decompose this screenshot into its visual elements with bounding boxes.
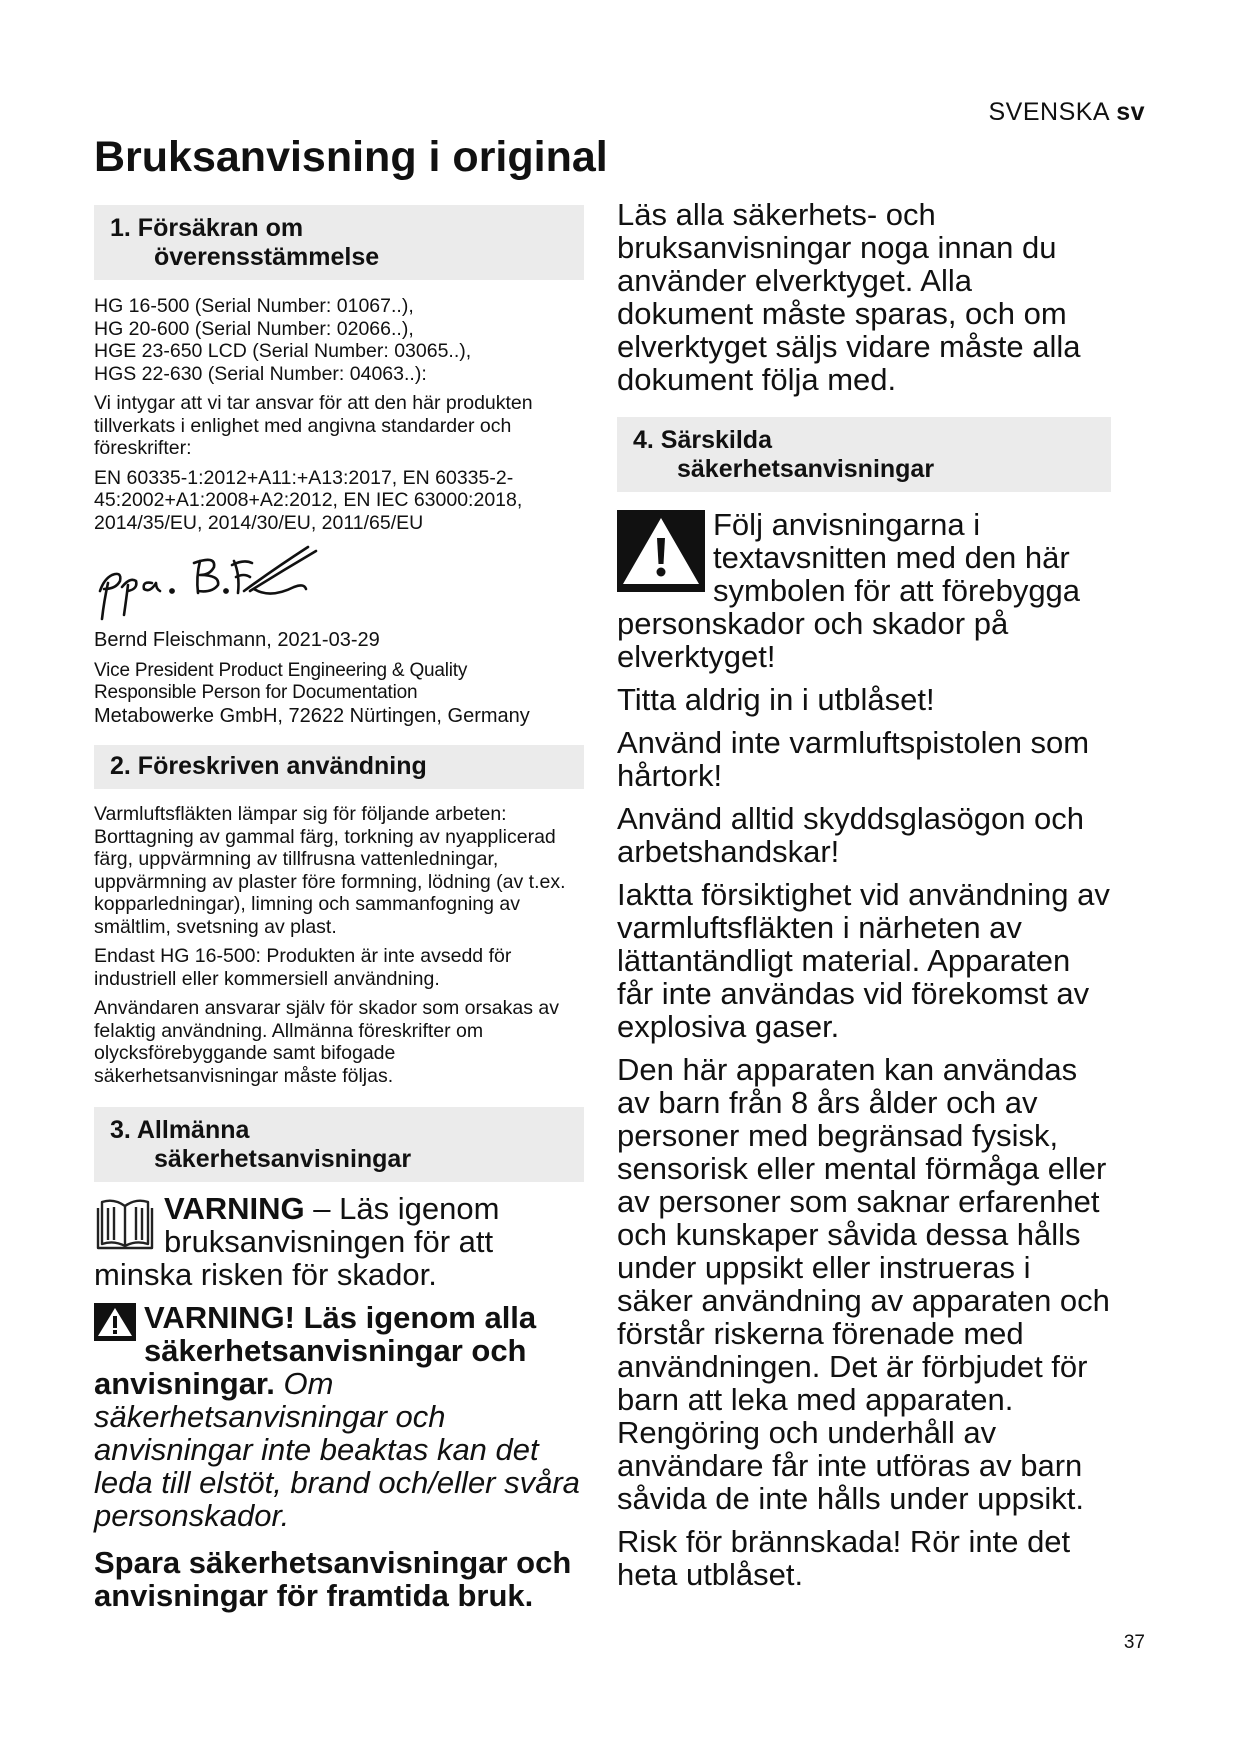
signatory-role [94,660,584,728]
warning-label: VARNING [164,1191,305,1226]
save-instructions-note: Spara säkerhetsanvisningar och anvisningar för framtida bruk. [94,1545,572,1613]
section-3-heading-line2: säkerhetsanvisningar [154,1145,412,1173]
section-3-heading [94,1107,584,1182]
warning-triangle-icon [617,510,705,592]
section-2-heading [94,745,584,789]
signature-drawing [94,539,354,629]
safety-instruction: Titta aldrig in i utblåset! [617,682,935,717]
section-1-heading-line2: överensstämmelse [154,243,380,271]
model-line: HG 20-600 (Serial Number: 02066..), [94,317,414,340]
section-4-heading [617,417,1111,492]
declaration-text: Vi intygar att vi tar ansvar för att den här produkten tillverkats i enlighet med angivna standarder och föreskrifter: [94,392,533,459]
model-list [94,295,584,385]
model-line: HGS 22-630 (Serial Number: 04063..): [94,362,427,385]
section-3-heading-line1: 3. Allmänna [110,1116,250,1144]
section-4-heading-line1: 4. Särskilda [633,426,772,454]
section-1-heading [94,205,584,280]
right-column [617,198,1111,1591]
standards-text: EN 60335-1:2012+A11:+A13:2017, EN 60335-2-45:2002+A1:2008+A2:2012, EN IEC 63000:2018, 2014/35/EU, 2014/30/EU, 2011/65/EU [94,466,523,534]
symbol-instruction [617,508,1111,673]
safety-instruction: Iaktta försiktighet vid användning av varmluftsfläkten i närheten av lättantändligt material. Apparaten får inte användas vid förekomst av explosiva gaser. [617,877,1110,1044]
page-number: 37 [1123,1632,1145,1653]
intro-paragraph: Läs alla säkerhets- och bruksanvisningar noga innan du använder elverktyget. Alla dokument måste sparas, och om elverktyget säljs vidare måste alla dokument följa med. [617,197,1081,397]
safety-instruction: Använd alltid skyddsglasögon och arbetshandskar! [617,801,1085,869]
language-code: sv [1116,98,1145,126]
symbol-instruction-text: Följ anvisningarna i textavsnitten med den här symbolen för att förebygga personskador och skador på elverktyget! [617,507,1081,674]
safety-instruction: Risk för brännskada! Rör inte det heta utblåset. [617,1524,1071,1592]
language-name: SVENSKA [988,98,1109,126]
model-line: HGE 23-650 LCD (Serial Number: 03065..), [94,340,472,362]
safety-warning-italic: Om säkerhetsanvisningar och anvisningar inte beaktas kan det leda till elstöt, brand och/eller svåra personskador. [94,1366,580,1533]
signatory-name: Bernd Fleischmann, 2021-03-29 [94,629,380,651]
usage-paragraph: Användaren ansvarar själv för skador som orsakas av felaktig användning. Allmänna föreskrifter om olycksförebyggande samt bifogade säkerhetsanvisningar måste följas. [94,997,559,1087]
warning-text: – Läs igenom bruksanvisningen för att minska risken för skador. [94,1191,500,1292]
model-line: HG 16-500 (Serial Number: 01067..), [94,295,414,317]
usage-paragraph: Endast HG 16-500: Produkten är inte avsedd för industriell eller kommersiell användning. [94,945,512,990]
section-4-heading-line2: säkerhetsanvisningar [677,455,935,483]
safety-warning [94,1301,584,1532]
page-title: Bruksanvisning i original [94,133,608,181]
read-manual-warning [94,1192,584,1291]
book-icon [94,1194,156,1252]
signature [94,539,584,629]
company-address: Metabowerke GmbH, 72622 Nürtingen, Germany [94,704,530,727]
safety-instruction: Använd inte varmluftspistolen som hårtork! [617,725,1090,793]
language-tag [989,98,1146,127]
section-1-heading-line1: 1. Försäkran om [110,214,304,242]
usage-paragraph: Varmluftsfläkten lämpar sig för följande arbeten: Borttagning av gammal färg, torkning av nyapplicerad färg, uppvärmning av tillfrusna vattenledningar, uppvärmning av plaster före formning, lödning (av t.ex. kopparledningar), limning och sammanfogning av smältlim, svetsning av plast. [94,803,566,938]
section-2-heading-text: 2. Föreskriven användning [110,752,427,780]
safety-warning-bold: VARNING! Läs igenom alla säkerhetsanvisningar och anvisningar. [94,1300,537,1401]
role-line: Responsible Person for Documentation [94,682,418,703]
role-line: Vice President Product Engineering & Quality [94,659,468,681]
safety-instruction: Den här apparaten kan användas av barn från 8 års ålder och av personer med begränsad fysisk, sensorisk eller mental förmåga eller av personer som saknar erfarenhet och kunskaper såvida dessa hålls under uppsikt eller instrueras i säker användning av apparaten och förstår riskerna förenade med användningen. Det är förbjudet för barn att leka med apparaten. Rengöring och underhåll av användare får inte utföras av barn såvida de inte hålls under uppsikt. [617,1052,1110,1516]
warning-triangle-icon [94,1303,136,1341]
left-column [94,205,584,1612]
